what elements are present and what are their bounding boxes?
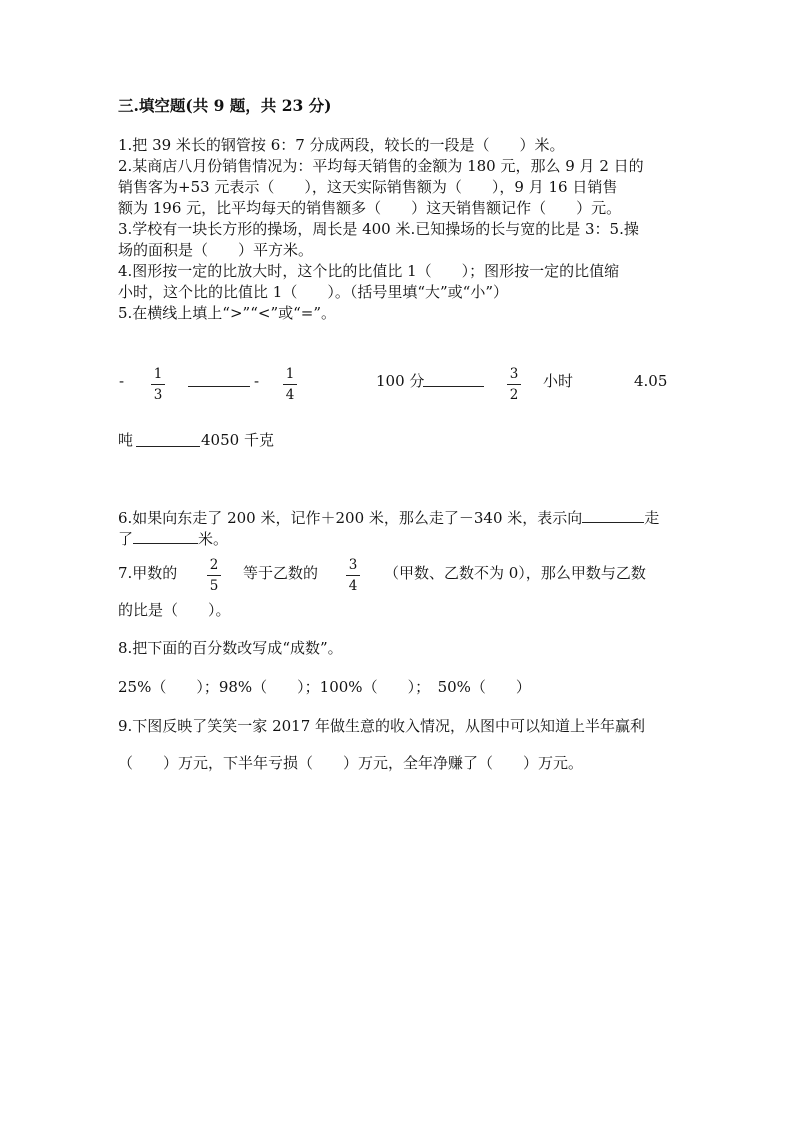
q5-unit-hour: 小时: [543, 372, 574, 390]
fraction-bar: [507, 384, 521, 385]
fraction-numerator: 1: [153, 366, 163, 382]
q5-answer-blank-2[interactable]: [423, 386, 484, 387]
question-9-line-2: （ ）万元，下半年亏损（ ）万元，全年净赚了（ ）万元。: [118, 754, 584, 772]
fraction-denominator: 3: [153, 387, 163, 403]
q5-unit-ton: 吨: [118, 431, 134, 449]
q5-fraction-three-halves: [504, 366, 524, 403]
fraction-denominator: 4: [348, 578, 358, 594]
question-1: 1.把 39 米长的钢管按 6：7 分成两段，较长的一段是（ ）米。: [118, 136, 565, 154]
question-2-line-3: 额为 196 元，比平均每天的销售额多（ ）这天销售额记作（ ）元。: [118, 199, 622, 217]
q5-answer-blank-1[interactable]: [188, 386, 250, 387]
q7-fraction-two-fifths: [204, 557, 224, 594]
question-6-line-1: [118, 508, 659, 528]
fraction-numerator: 2: [209, 557, 219, 573]
fraction-numerator: 3: [348, 557, 358, 573]
q7-text-start: 7.甲数的: [118, 564, 178, 582]
q7-text-end: （甲数、乙数不为 0），那么甲数与乙数: [384, 564, 646, 582]
q5-item-4050-kg: 4050 千克: [201, 431, 274, 449]
question-2-line-2: 销售客为+53 元表示（ ），这天实际销售额为（ ），9 月 16 日销售: [118, 178, 618, 196]
q5-answer-blank-3[interactable]: [136, 446, 200, 447]
question-3-line-1: 3.学校有一块长方形的操场，周长是 400 米.已知操场的长与宽的比是 3：5.操: [118, 220, 639, 238]
q5-minus-sign-2: -: [254, 372, 260, 390]
fraction-numerator: 3: [509, 366, 519, 382]
q6-text: 6.如果向东走了 200 米，记作＋200 米，那么走了－340 米，表示向: [118, 509, 583, 527]
fraction-denominator: 5: [209, 578, 219, 594]
fraction-denominator: 4: [285, 387, 295, 403]
fraction-bar: [207, 575, 221, 576]
q6-answer-blank-direction[interactable]: [582, 508, 644, 523]
q6-answer-blank-distance[interactable]: [133, 529, 198, 544]
q7-fraction-three-quarters: [343, 557, 363, 594]
q7-text-middle: 等于乙数的: [243, 564, 319, 582]
fraction-denominator: 2: [509, 387, 519, 403]
question-8-items: 25%（ ）；98%（ ）；100%（ ）； 50%（ ）: [118, 678, 531, 696]
question-9-line-1: 9.下图反映了笑笑一家 2017 年做生意的收入情况，从图中可以知道上半年赢利: [118, 717, 646, 735]
q6-text-end: 走: [644, 509, 660, 527]
fraction-bar: [283, 384, 297, 385]
question-6-line-2: [118, 529, 228, 549]
question-8: 8.把下面的百分数改写成“成数”。: [118, 639, 343, 657]
question-2-line-1: 2.某商店八月份销售情况为：平均每天销售的金额为 180 元，那么 9 月 2 日的: [118, 157, 644, 175]
question-4-line-1: 4.图形按一定的比放大时，这个比的比值比 1（ ）；图形按一定的比值缩: [118, 262, 620, 280]
fraction-numerator: 1: [285, 366, 295, 382]
question-7-line-2: 的比是（ ）。: [118, 601, 231, 619]
q5-item-100-minutes: 100 分: [376, 372, 425, 390]
section-title: 三.填空题(共 9 题，共 23 分): [118, 96, 332, 115]
q5-fraction-one-quarter: [280, 366, 300, 403]
q5-fraction-one-third: [148, 366, 168, 403]
fraction-bar: [346, 575, 360, 576]
question-4-line-2: 小时，这个比的比值比 1（ ）。（括号里填“大”或“小”）: [118, 283, 508, 301]
question-3-line-2: 场的面积是（ ）平方米。: [118, 241, 314, 259]
q5-minus-sign-1: -: [119, 372, 125, 390]
question-5: 5.在横线上填上“>”“<”或“=”。: [118, 304, 337, 322]
q6-text-meters: 米。: [198, 530, 229, 548]
fraction-bar: [151, 384, 165, 385]
q5-item-4-05: 4.05: [634, 372, 668, 390]
q6-text-start: 了: [118, 530, 134, 548]
